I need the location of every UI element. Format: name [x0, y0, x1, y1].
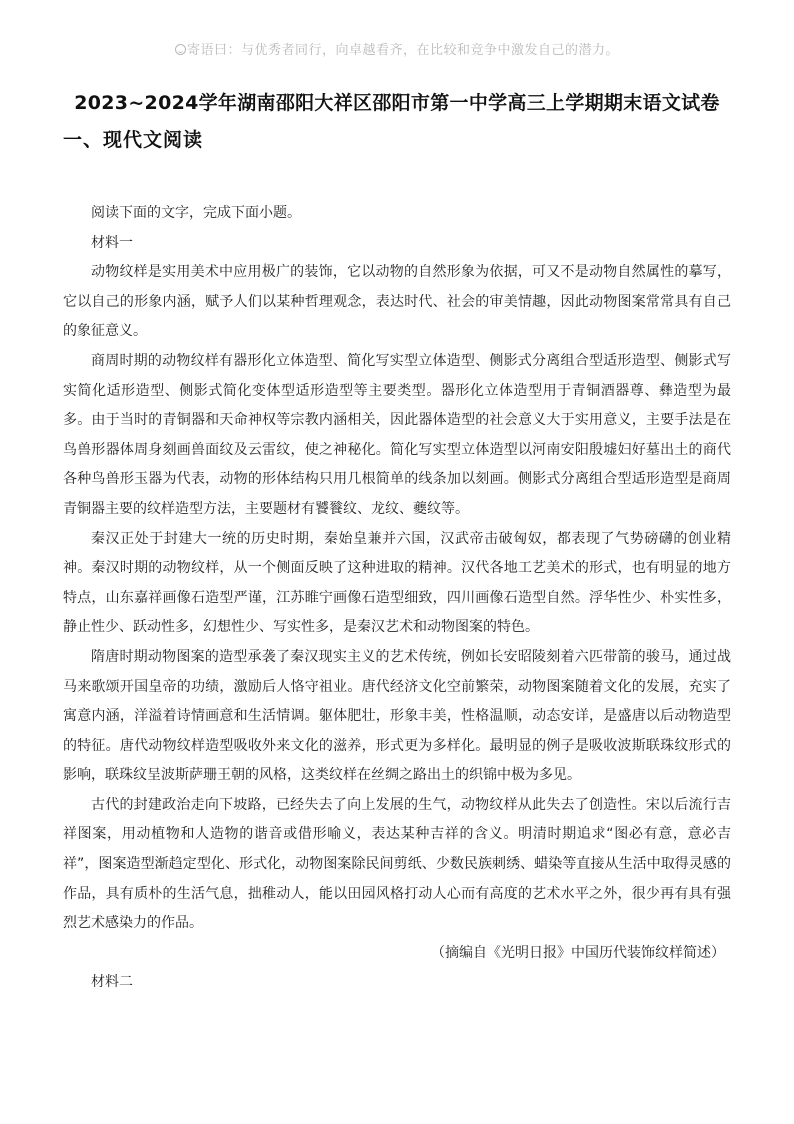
reading-passage — [63, 199, 731, 998]
material-two-label: 材料二 — [91, 974, 133, 991]
passage-paragraph: 动物纹样是实用美术中应用极广的装饰，它以动物的自然形象为依据，可又不是动物自然属性的摹写，它以自己的形象内涵，赋予人们以某种哲理观念，表达时代、社会的审美情趣，因此动物图案常常具有自己的象征意义。 — [63, 264, 731, 340]
passage-paragraph: 隋唐时期动物图案的造型承袭了秦汉现实主义的艺术传统，例如长安昭陵刻着六匹带箭的骏马，通过战马来歌颂开国皇帝的功绩，激励后人恪守祖业。唐代经济文化空前繁荣，动物图案随着文化的发展，充实了寓意内涵，洋溢着诗情画意和生活情调。躯体肥壮，形象丰美，性格温顺，动态安详，是盛唐以后动物造型的特征。唐代动物纹样造型吸收外来文化的滋养，形式更为多样化。最明显的例子是吸收波斯联珠纹形式的影响，联珠纹呈波斯萨珊王朝的风格，这类纹样在丝绸之路出土的织锦中极为多见。 — [63, 648, 731, 784]
exam-title: 2023~2024学年湖南邵阳大祥区邵阳市第一中学高三上学期期末语文试卷 — [74, 92, 720, 114]
section-heading: 一、现代文阅读 — [63, 129, 204, 151]
passage-paragraph: 商周时期的动物纹样有器形化立体造型、简化写实型立体造型、侧影式分离组合型适形造型、侧影式写实简化适形造型、侧影式简化变体型适形造型等主要类型。器形化立体造型用于青铜酒器尊、彝造型为最多。由于当时的青铜器和天命神权等宗教内涵相关，因此器体造型的社会意义大于实用意义，主要手法是在鸟兽形器体周身刻画兽面纹及云雷纹，使之神秘化。简化写实型立体造型以河南安阳殷墟妇好墓出土的商代各种鸟兽形玉器为代表，动物的形体结构只用几根简单的线条加以刻画。侧影式分离组合型适形造型是商周青铜器主要的纹样造型方法，主要题材有饕餮纹、龙纹、夔纹等。 — [63, 352, 731, 517]
instruction-text: 阅读下面的文字，完成下面小题。 — [91, 205, 301, 221]
material-one-label: 材料一 — [91, 234, 133, 251]
motto-text: 寄语曰：与优秀者同行，向卓越看齐，在比较和竞争中激发自己的潜力。 — [186, 43, 619, 58]
source-note: （摘编自《光明日报》中国历代装饰纹样简述） — [431, 944, 725, 961]
passage-paragraph: 古代的封建政治走向下坡路，已经失去了向上发展的生气，动物纹样从此失去了创造性。宋以后流行吉祥图案，用动植物和人造物的谐音或借形喻义，表达某种吉祥的含义。明清时期追求“图必有意，意必吉祥”，图案造型渐趋定型化、形式化，动物图案除民间剪纸、少数民族刺绣、蜡染等直接从生活中取得灵感的作品，具有质朴的生活气息，拙稚动人，能以田园风格打动人心而有高度的艺术水平之外，很少再有具有强烈艺术感染力的作品。 — [63, 796, 731, 932]
passage-paragraph: 秦汉正处于封建大一统的历史时期，秦始皇兼并六国，汉武帝击破匈奴，都表现了气势磅礴的创业精神。秦汉时期的动物纹样，从一个侧面反映了这种进取的精神。汉代各地工艺美术的形式，也有明显的地方特点，山东嘉祥画像石造型严谨，江苏睢宁画像石造型细致，四川画像石造型自然。浮华性少、朴实性多，静止性少、跃动性多，幻想性少、写实性多，是秦汉艺术和动物图案的特色。 — [63, 530, 731, 636]
page-motto — [0, 39, 794, 58]
smiley-icon — [175, 44, 186, 55]
